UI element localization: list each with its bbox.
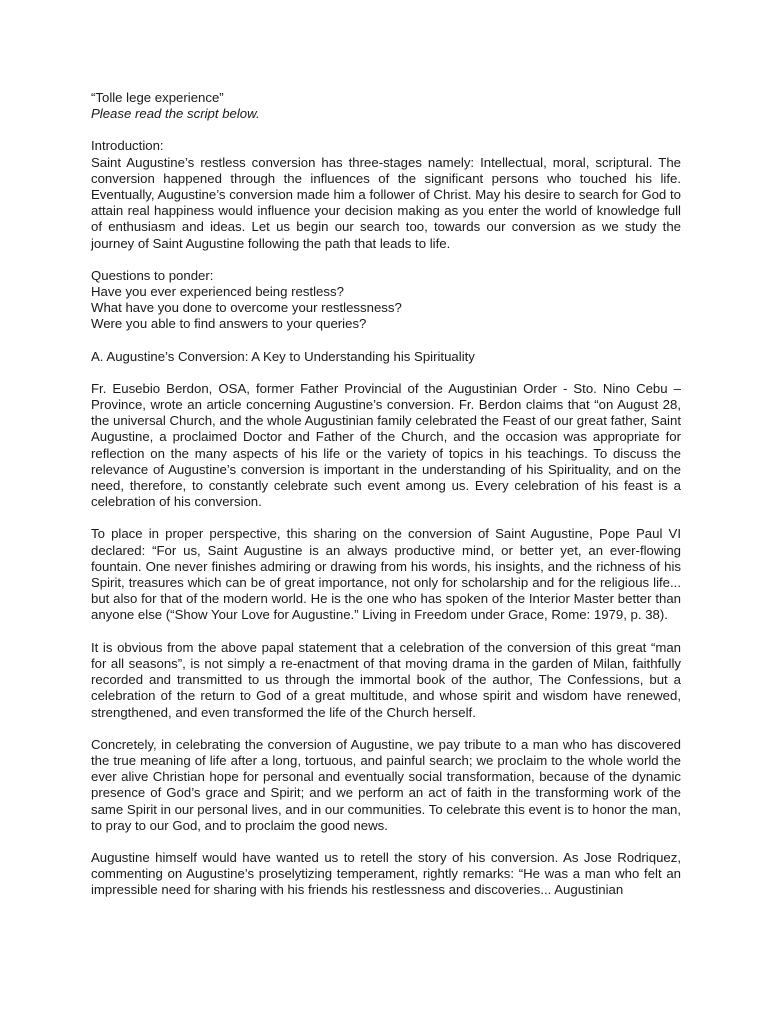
question-item: Have you ever experienced being restless?: [91, 284, 344, 300]
document-body: [91, 90, 681, 899]
spacer: [91, 252, 681, 268]
introduction-paragraph: Saint Augustine’s restless conversion has three-stages namely: Intellectual, moral, scriptural. The conversion happened through the influences of the significant persons who touched his life. Eventually, Augustine’s conversion made him a follower of Christ. May his desire to search for God to attain real happiness would influence your decision making as you enter the world of knowledge full of enthusiasm and ideas. Let us begin our search too, towards our conversion as we study the journey of Saint Augustine following the path that leads to life.: [91, 154, 681, 251]
body-paragraph: Concretely, in celebrating the conversion of Augustine, we pay tribute to a man who has discovered the true meaning of life after a long, tortuous, and painful search; we proclaim to the whole world the ever alive Christian hope for personal and eventually social transformation, because of the dynamic presence of God’s grace and Spirit; and we perform an act of faith in the transforming work of the same Spirit in our personal lives, and in our communities. To celebrate this event is to honor the man, to pray to our God, and to proclaim the good news.: [91, 736, 681, 833]
question-item: Were you able to find answers to your queries?: [91, 316, 367, 332]
questions-heading: Questions to ponder:: [91, 267, 214, 283]
spacer: [91, 122, 681, 138]
spacer: [91, 721, 681, 737]
spacer: [91, 365, 681, 381]
spacer: [91, 510, 681, 526]
section-a-heading: A. Augustine’s Conversion: A Key to Understanding his Spirituality: [91, 348, 475, 364]
spacer: [91, 834, 681, 850]
spacer: [91, 624, 681, 640]
introduction-heading: Introduction:: [91, 138, 164, 154]
body-paragraph: Fr. Eusebio Berdon, OSA, former Father Provincial of the Augustinian Order - Sto. Nino Cebu – Province, wrote an article concerning Augustine’s conversion. Fr. Berdon claims that “on August 28, the universal Church, and the whole Augustinian family celebrated the Feast of our great father, Saint Augustine, a proclaimed Doctor and Father of the Church, and the occasion was appropriate for reflection on the many aspects of his life or the variety of topics in his teachings. To discuss the relevance of Augustine’s conversion is important in the understanding of his Spirituality, and on the need, therefore, to constantly celebrate such event among us. Every celebration of his feast is a celebration of his conversion.: [91, 380, 681, 510]
body-paragraph: It is obvious from the above papal statement that a celebration of the conversion of this great “man for all seasons”, is not simply a re-enactment of that moving drama in the garden of Milan, faithfully recorded and transmitted to us through the immortal book of the author, The Confessions, but a celebration of the return to God of a great multitude, and whose spirit and wisdom have renewed, strengthened, and even transformed the life of the Church herself.: [91, 639, 681, 720]
reading-instruction: Please read the script below.: [91, 106, 260, 122]
question-item: What have you done to overcome your restlessness?: [91, 300, 402, 316]
document-title: “Tolle lege experience”: [91, 90, 224, 105]
spacer: [91, 333, 681, 349]
body-paragraph: To place in proper perspective, this sharing on the conversion of Saint Augustine, Pope Paul VI declared: “For us, Saint Augustine is an always productive mind, or better yet, an ever-flowing fountain. One never finishes admiring or drawing from his words, his insights, and the richness of his Spirit, treasures which can be of great importance, not only for scholarship and for the religious life... but also for that of the modern world. He is the one who has spoken of the Interior Master better than anyone else (“Show Your Love for Augustine.” Living in Freedom under Grace, Rome: 1979, p. 38).: [91, 526, 681, 623]
body-paragraph: Augustine himself would have wanted us to retell the story of his conversion. As Jose Rodriquez, commenting on Augustine’s proselytizing temperament, rightly remarks: “He was a man who felt an impressible need for sharing with his friends his restlessness and discoveries... Augustinian: [91, 849, 681, 898]
